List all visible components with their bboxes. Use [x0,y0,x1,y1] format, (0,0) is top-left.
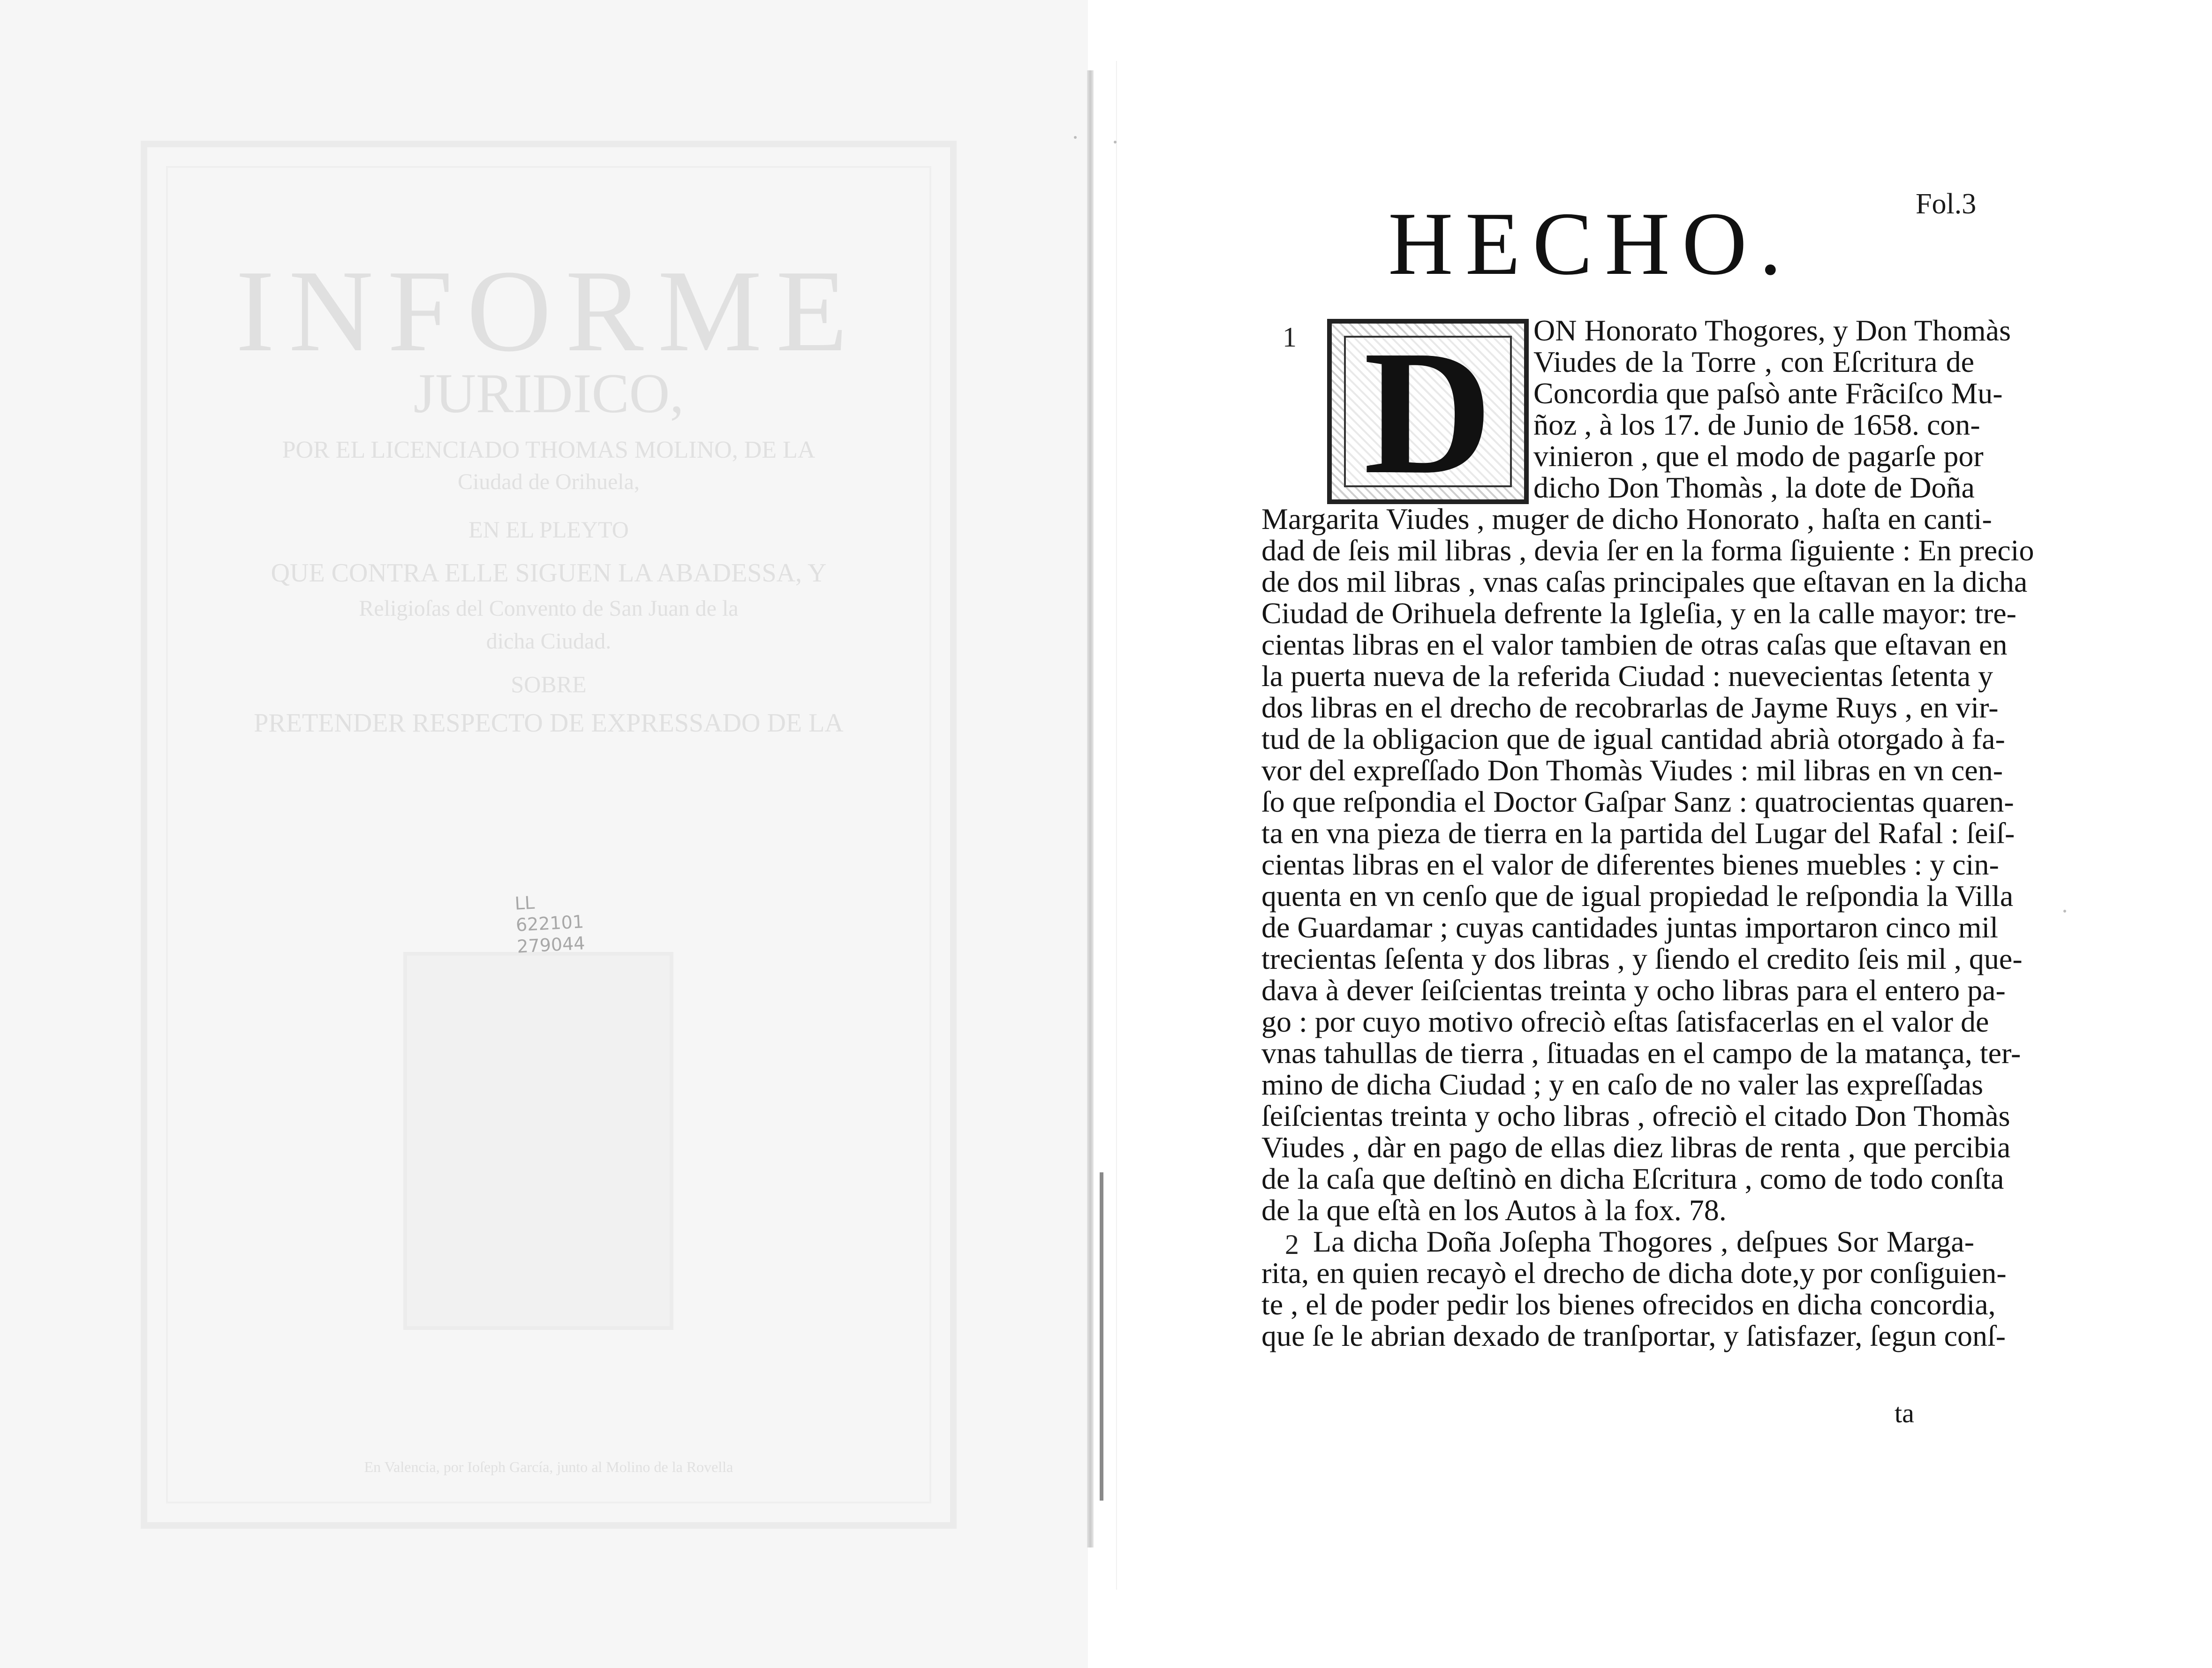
catchword: ta [1895,1398,1914,1428]
text-line: de dos mil libras , vnas caſas principales que eſtavan en la dicha [1261,565,2028,598]
text-line: vinieron , que el modo de pagarſe por [1533,439,1984,473]
text-line: go : por cuyo motivo ofreciò eſtas ſatisfacerlas en el valor de [1261,1005,1989,1038]
text-line: Viudes de la Torre , con Eſcritura de [1533,345,1974,378]
text-line: vor del expreſſado Don Thomàs Viudes : mil libras en vn cen- [1261,754,2003,787]
paper-speck [2063,910,2066,913]
paper-speck [1074,136,1077,139]
ghost-portrait-image [403,952,673,1330]
shelfmark-line: 622101 [515,911,585,936]
paper-speck [1114,141,1117,143]
text-line: Concordia que paſsò ante Frãciſco Mu- [1533,377,2003,410]
text-line: tud de la obligacion que de igual cantidad abrià otorgado à fa- [1261,722,2005,755]
text-line: vnas tahullas de tierra , ſituadas en el campo de la matança, ter- [1261,1036,2021,1070]
text-line: quenta en vn cenſo que de igual propiedad le reſpondia la Villa [1261,879,2014,913]
text-line: mino de dicha Ciudad ; y en caſo de no valer las expreſſadas [1261,1068,1984,1101]
text-line: ſo que reſpondia el Doctor Gaſpar Sanz : quatrocientas quaren- [1261,785,2014,818]
paragraph-number: 1 [1283,322,1297,353]
text-line: ñoz , à los 17. de Junio de 1658. con- [1533,408,1980,441]
ghost-line: EN EL PLEYTO [468,516,629,543]
text-line: dos libras en el drecho de recobrarlas de Jayme Ruys , en vir- [1261,691,1999,724]
text-line: de la que eſtà en los Autos à la fox. 78. [1261,1193,1727,1227]
paragraph-number: 2 [1285,1229,1299,1260]
left-page [0,0,1088,1668]
ghost-line: Ciudad de Orihuela, [458,469,640,494]
ghost-line: dicha Ciudad. [486,629,612,654]
section-heading: HECHO. [1388,194,1794,294]
ghost-line: Religioſas del Convento de San Juan de la [359,596,739,621]
text-line: dad de ſeis mil libras , devia ſer en la forma ſiguiente : En precio [1261,534,2034,567]
ghost-line: QUE CONTRA ELLE SIGUEN LA ABADESSA, Y [271,559,827,588]
ghost-line: PRETENDER RESPECTO DE EXPRESSADO DE LA [254,709,844,738]
text-line: cientas libras en el valor tambien de otras caſas que eſtavan en [1261,628,2008,661]
text-line: dava à dever ſeiſcientas treinta y ocho libras para el entero pa- [1261,974,2006,1007]
text-line: ſeiſcientas treinta y ocho libras , ofreciò el citado Don Thomàs [1261,1099,2010,1132]
ghost-line: POR EL LICENCIADO THOMAS MOLINO, DE LA [282,437,815,463]
text-line: de Guardamar ; cuyas cantidades juntas importaron cinco mil [1261,911,1999,944]
gutter-shadow [1100,1172,1103,1501]
text-line: dicho Don Thomàs , la dote de Doña [1533,471,1975,504]
text-line: ON Honorato Thogores, y Don Thomàs [1533,314,2011,347]
handwritten-shelfmark [514,889,585,957]
shelfmark-line: LL [514,892,536,914]
text-line: que ſe le abrian dexado de tranſportar, y ſatisfazer, ſegun conſ- [1261,1319,2006,1352]
ghost-subtitle: JURIDICO, [413,362,684,424]
decorated-initial [1327,314,1529,511]
shelfmark-line: 279044 [516,933,586,957]
text-line: la puerta nueva de la referida Ciudad : nuevecientas ſetenta y [1261,659,1993,693]
text-line: ta en vna pieza de tierra en la partida del Lugar del Rafal : ſeiſ- [1261,816,2015,850]
text-line: de la caſa que deſtinò en dicha Eſcritura , como de todo conſta [1261,1162,2004,1195]
text-line: La dicha Doña Joſepha Thogores , deſpues Sor Marga- [1313,1225,1974,1258]
text-line: rita, en quien recayò el drecho de dicha dote,y por conſiguien- [1261,1256,2007,1290]
text-line: Ciudad de Orihuela defrente la Igleſia, y en la calle mayor: tre- [1261,596,2016,630]
text-line: Viudes , dàr en pago de ellas diez libras de renta , que percibia [1261,1131,2011,1164]
initial-letter: D [1363,314,1493,511]
folio-number: Fol.3 [1916,188,1977,220]
text-line: te , el de poder pedir los bienes ofrecidos en dicha concordia, [1261,1288,1996,1321]
text-line: trecientas ſeſenta y dos libras , y ſiendo el credito ſeis mil , que- [1261,942,2023,975]
ghost-title: INFORME [235,246,862,376]
ghost-line: SOBRE [511,671,587,697]
book-gutter [1087,70,1094,1547]
text-line: Margarita Viudes , muger de dicho Honorato , haſta en canti- [1261,502,1992,536]
text-line: cientas libras en el valor de diferentes bienes muebles : y cin- [1261,848,1999,881]
ghost-imprint: En Valencia, por Ioſeph García, junto al Molino de la Rovella [364,1458,733,1475]
